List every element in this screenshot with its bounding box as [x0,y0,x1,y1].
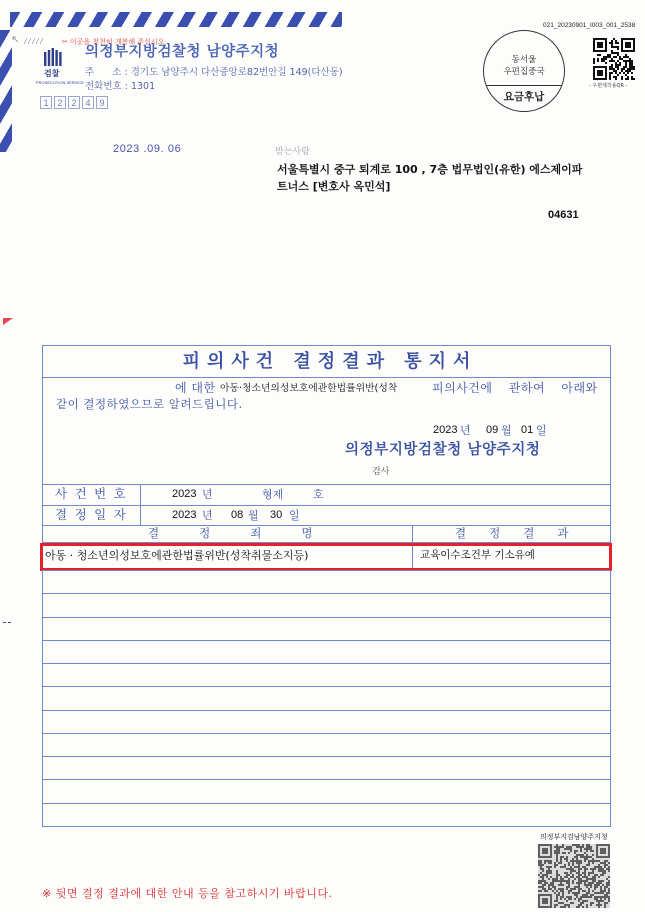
prosecution-logo-icon [44,48,62,67]
postal-digit: 4 [82,96,94,109]
intro-case-name: 아동·청소년의성보호에관한법률위반(성착 [220,383,398,394]
intro-suffix: 피의사건에 관하여 아래와 [432,381,598,395]
intro-prefix: 에 대한 [175,381,216,395]
sender-phone [85,82,155,92]
postmark-stamp [483,30,565,112]
tear-line-icon [12,36,44,46]
decision-result: 교육이수조건부 기소유예 [420,549,535,561]
logo-subtitle: PROSECUTION SERVICE [36,80,84,85]
notice-title: 피의사건 결정결과 통지서 [182,351,478,372]
footer-note: ※ 뒷면 결정 결과에 대한 안내 등을 참고하시기 바랍니다. [42,887,333,900]
table-row [42,570,611,593]
sender-address-label: 주 소 : [85,67,128,78]
postal-digit: 2 [54,96,66,109]
decision-date-label: 결정일자 [55,507,134,522]
case-number-year: 2023 [172,488,197,500]
envelope-stripe-left [0,30,12,152]
postmark-center: 우편집중국 [503,67,545,77]
code-modules [593,38,635,80]
table-row [42,733,611,756]
table-row [42,640,611,663]
decision-date-year: 2023 [172,509,197,521]
empty-rows [42,570,611,826]
decision-date-year-unit: 년 [202,509,213,522]
header-result: 결정결과 [455,526,592,540]
scan-mark [3,622,11,623]
sender-address-value: 경기도 남양주시 다산중앙로82번안길 149(다산동) [130,67,343,78]
issue-date-month: 09 [486,424,499,436]
table-row [42,803,611,826]
issue-date-year-unit: 년 [460,424,471,437]
table-line [42,505,611,506]
issuer-name: 의정부지방검찰청 남양주지청 [345,442,541,458]
sender-name: 의정부지방검찰청 남양주지청 [85,44,280,60]
issue-date-day-unit: 일 [536,424,547,437]
table-row [42,617,611,640]
table-row [42,686,611,709]
decision-date-month-unit: 월 [248,509,259,522]
title-divider [42,377,611,378]
case-number-year-unit: 년 [202,488,213,501]
issue-date-month-unit: 월 [501,424,512,437]
table-row [42,593,611,616]
issue-date-day: 01 [521,424,534,436]
header-offense: 결정죄명 [148,526,353,540]
recipient-address-line: 트너스 [변호사 옥민석] [277,180,391,193]
table-row [42,663,611,686]
case-number-label: 사건번호 [55,486,134,501]
postmark-office: 동서울 [511,55,537,65]
open-instruction-text: 이곳을 천천히 개봉해 주십시오 [69,38,165,46]
decision-date-day: 30 [270,509,283,521]
postal-digit: 2 [68,96,80,109]
qr-code-icon [593,38,635,80]
table-column-divider [140,484,141,525]
highlight-box [40,543,612,571]
sender-phone-label: 전화번호 : [85,81,128,92]
code-caption: 의정부지검남양주지청 [540,833,608,841]
verification-code-icon [538,844,610,908]
table-line [42,484,611,485]
recipient-address-line: 서울특별시 중구 퇴계로 100 , 7층 법무법인(유한) 에스제이파 [277,163,583,176]
case-number-type: 형제 [262,488,284,501]
decision-offense: 아동 · 청소년의성보호에관한법률위반(성착취물소지등) [45,549,309,562]
sender-phone-value: 1301 [130,81,156,92]
code-modules [538,844,610,908]
case-number-unit: 호 [313,488,324,501]
qr-caption: - 우편제작용QR - [589,83,628,89]
issue-date-year: 2023 [433,424,458,436]
prosecutor-label: 검사 [372,467,390,477]
decision-date-day-unit: 일 [289,509,300,522]
envelope-stripe-top [10,12,342,27]
postmark-divider [484,85,564,86]
intro-line-2: 같이 결정하였으므로 알려드립니다. [56,397,243,411]
sent-date: 2023 .09. 06 [113,143,182,155]
decision-date-month: 08 [231,509,244,521]
postal-digit: 1 [40,96,52,109]
sender-postal-code [40,96,108,109]
document-id: 021_20230901_I003_001_2538 [543,22,636,29]
fold-mark [3,318,13,325]
postal-digit: 9 [96,96,108,109]
table-row [42,779,611,802]
sender-address [85,68,343,78]
scissors-icon [62,38,70,46]
table-row [42,710,611,733]
recipient-label: 받는사람 [275,147,310,157]
table-row [42,756,611,779]
postmark-fee: 요금후납 [503,91,545,103]
logo-text: 검찰 [44,69,60,78]
recipient-postal-code: 04631 [548,209,579,221]
